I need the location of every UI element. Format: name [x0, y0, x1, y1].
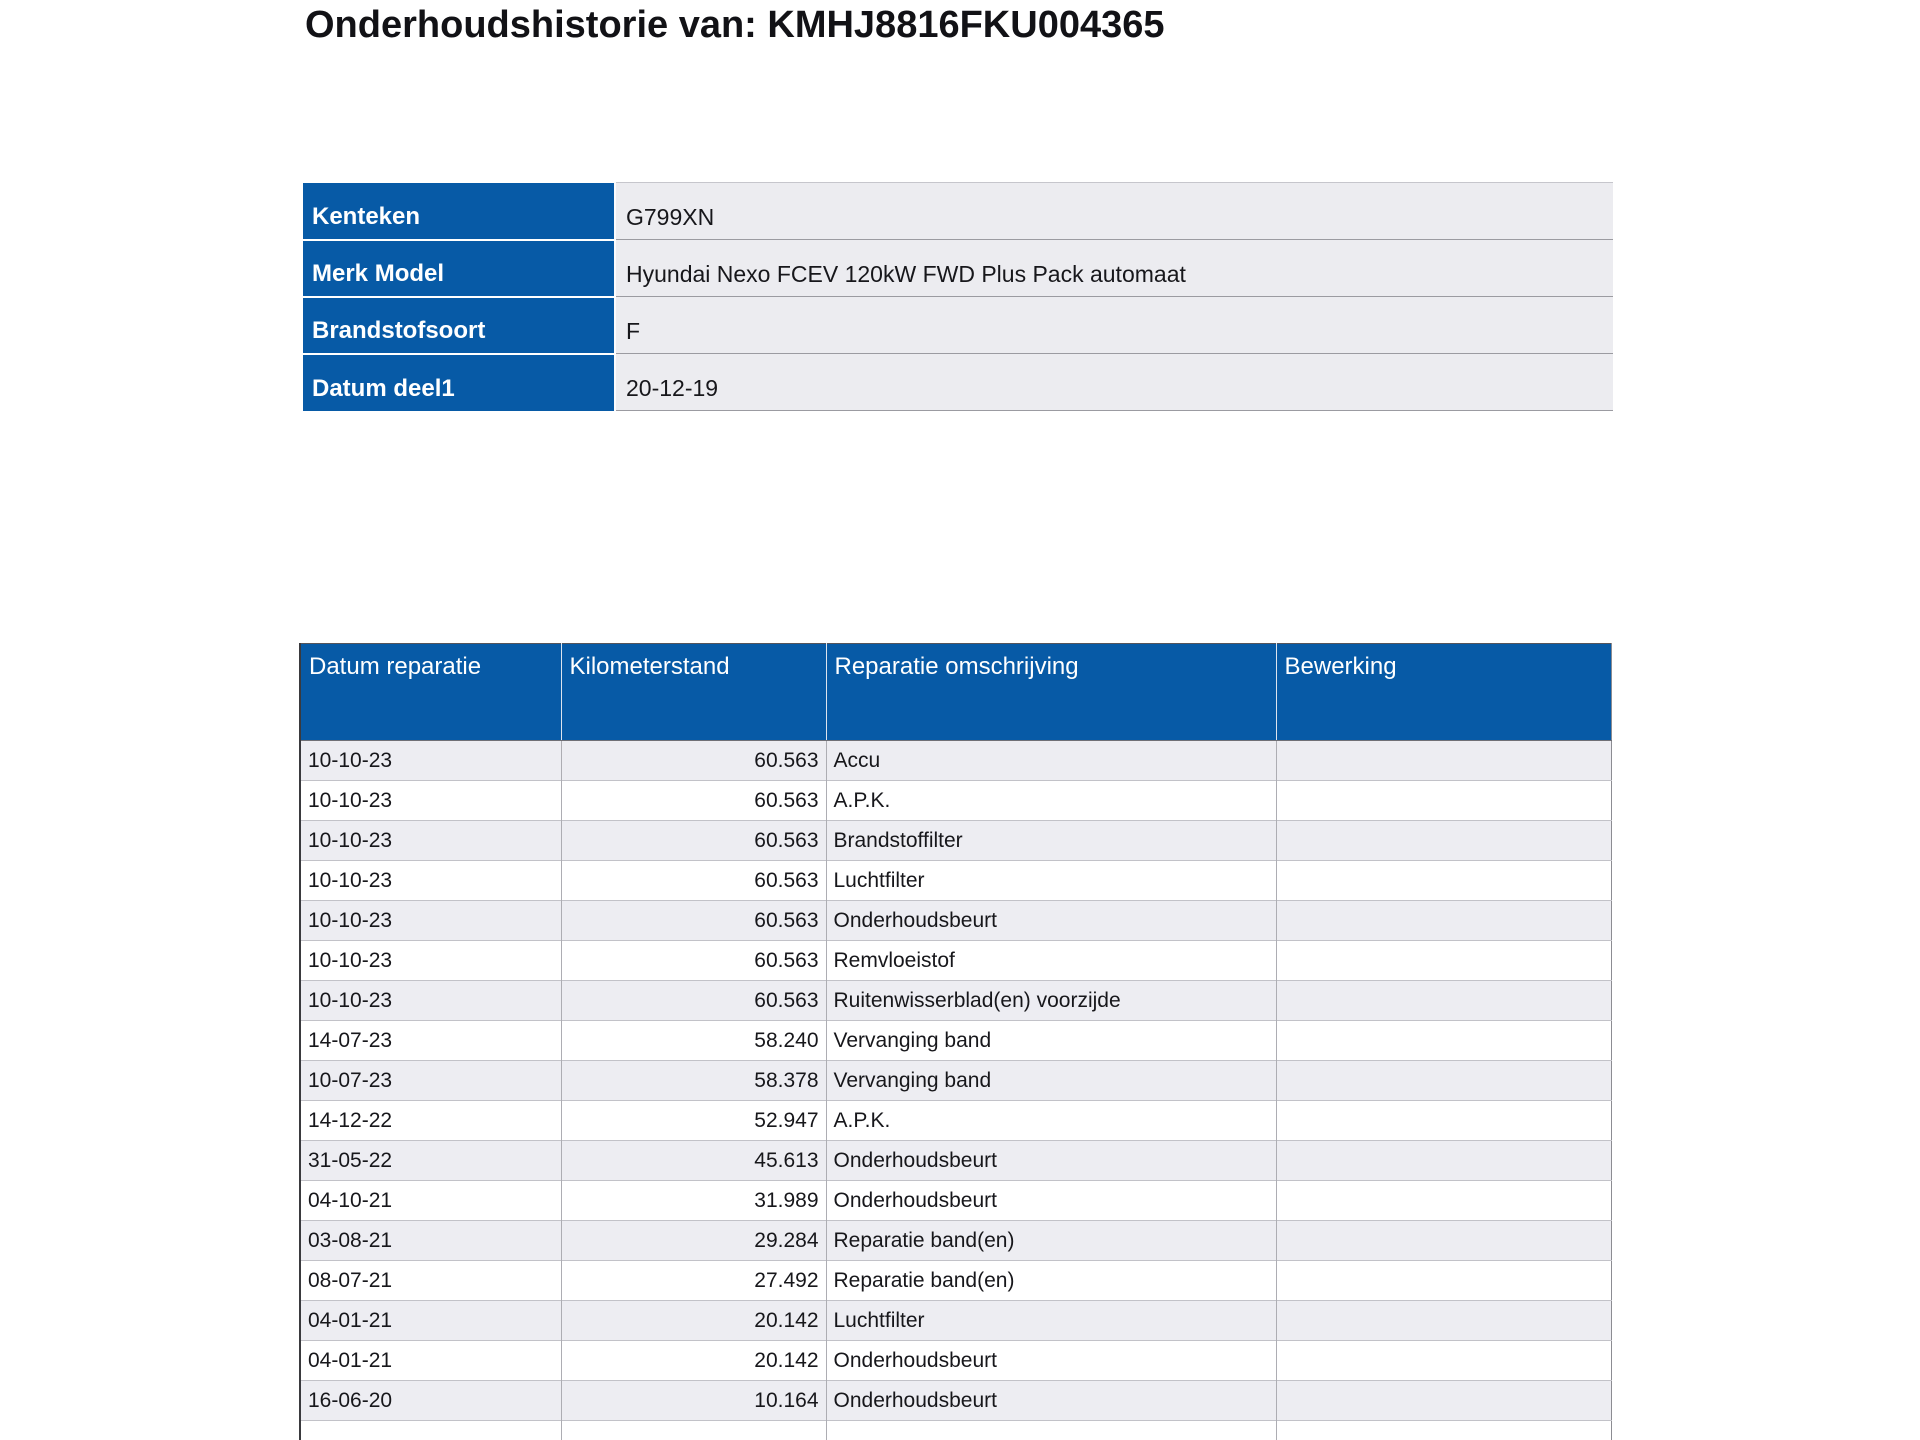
vehicle-info-body — [303, 183, 1613, 411]
vehicle-info-label: Kenteken — [303, 183, 615, 240]
history-cell-km: 58.378 — [561, 1061, 826, 1101]
table-row — [300, 1141, 1611, 1181]
history-cell-description: Onderhoudsbeurt — [826, 1141, 1276, 1181]
vehicle-info-value: Hyundai Nexo FCEV 120kW FWD Plus Pack automaat — [615, 240, 1613, 297]
history-cell-date: 14-12-22 — [300, 1101, 561, 1141]
history-cell-date: 10-10-23 — [300, 861, 561, 901]
history-cell-date: 10-10-23 — [300, 901, 561, 941]
history-cell-date: 08-07-21 — [300, 1261, 561, 1301]
table-row — [300, 1341, 1611, 1381]
history-cell-km: 60.563 — [561, 861, 826, 901]
history-cell-bewerking — [1276, 821, 1611, 861]
history-cell-description: Onderhoudsbeurt — [826, 1381, 1276, 1421]
history-cell-description: Remvloeistof — [826, 941, 1276, 981]
history-cell-km: 52.947 — [561, 1101, 826, 1141]
table-row — [300, 941, 1611, 981]
table-row — [300, 781, 1611, 821]
vehicle-info-label: Brandstofsoort — [303, 297, 615, 354]
history-cell-description: A.P.K. — [826, 781, 1276, 821]
history-cell-date: 31-05-22 — [300, 1141, 561, 1181]
history-cell-bewerking — [1276, 1021, 1611, 1061]
history-cell-bewerking — [1276, 1101, 1611, 1141]
history-header-description: Reparatie omschrijving — [826, 644, 1276, 741]
history-cell-bewerking — [1276, 1301, 1611, 1341]
vehicle-info-table — [303, 182, 1613, 411]
history-cell-km: 27.492 — [561, 1261, 826, 1301]
table-row — [300, 1061, 1611, 1101]
history-cell-description: Accu — [826, 741, 1276, 781]
history-cell-bewerking — [1276, 1061, 1611, 1101]
history-cell-km: 60.563 — [561, 901, 826, 941]
history-cell-km: 60.563 — [561, 741, 826, 781]
history-cell-date: 10-10-23 — [300, 821, 561, 861]
history-body — [300, 741, 1611, 1440]
table-row — [300, 1381, 1611, 1421]
history-cell-description: Reparatie band(en) — [826, 1221, 1276, 1261]
vehicle-info-label: Datum deel1 — [303, 354, 615, 411]
history-cell-description: Onderhoudsbeurt — [826, 1181, 1276, 1221]
history-cell-description: Luchtfilter — [826, 861, 1276, 901]
vehicle-info-value: F — [615, 297, 1613, 354]
history-cell-km: 20.142 — [561, 1341, 826, 1381]
history-cell-date: 03-08-21 — [300, 1221, 561, 1261]
table-row — [300, 861, 1611, 901]
history-cell-bewerking — [1276, 1261, 1611, 1301]
history-header-bewerking: Bewerking — [1276, 644, 1611, 741]
history-cell-date: 04-01-21 — [300, 1301, 561, 1341]
page-title: Onderhoudshistorie van: KMHJ8816FKU004365 — [305, 4, 1165, 46]
history-header-row — [300, 644, 1611, 741]
history-cell-bewerking — [1276, 1381, 1611, 1421]
history-cell-date: 10-10-23 — [300, 941, 561, 981]
history-cell-date: 10-10-23 — [300, 741, 561, 781]
table-row — [300, 1101, 1611, 1141]
history-cell-bewerking — [1276, 941, 1611, 981]
history-cell-bewerking — [1276, 901, 1611, 941]
vehicle-info-label: Merk Model — [303, 240, 615, 297]
history-cell-bewerking — [1276, 981, 1611, 1021]
history-cell-description: A.P.K. — [826, 1101, 1276, 1141]
table-row — [300, 741, 1611, 781]
vehicle-info-row — [303, 297, 1613, 354]
history-cell-date: 04-10-21 — [300, 1181, 561, 1221]
table-row — [300, 821, 1611, 861]
history-cell-description: Luchtfilter — [826, 1301, 1276, 1341]
history-cell-km: 60.563 — [561, 941, 826, 981]
history-cell-km: 60.563 — [561, 781, 826, 821]
history-cell-description: Reparatie band(en) — [826, 1261, 1276, 1301]
table-row — [300, 1261, 1611, 1301]
history-cell-date: 10-10-23 — [300, 981, 561, 1021]
history-cell-bewerking — [1276, 741, 1611, 781]
history-cell-bewerking — [1276, 1341, 1611, 1381]
history-cell-km: 45.613 — [561, 1141, 826, 1181]
table-row-partial — [300, 1421, 1611, 1440]
table-row — [300, 901, 1611, 941]
history-cell-km: 60.563 — [561, 981, 826, 1021]
history-cell-km: 10.164 — [561, 1381, 826, 1421]
history-cell-date: 04-01-21 — [300, 1341, 561, 1381]
vehicle-info-row — [303, 183, 1613, 240]
table-row — [300, 1021, 1611, 1061]
table-row — [300, 1221, 1611, 1261]
history-cell-km: 58.240 — [561, 1021, 826, 1061]
vehicle-info-value: G799XN — [615, 183, 1613, 240]
history-cell-description: Vervanging band — [826, 1061, 1276, 1101]
history-cell-date: 10-07-23 — [300, 1061, 561, 1101]
maintenance-history-table — [299, 643, 1612, 1440]
history-cell-description: Onderhoudsbeurt — [826, 901, 1276, 941]
history-cell-km: 60.563 — [561, 821, 826, 861]
history-cell-km: 29.284 — [561, 1221, 826, 1261]
history-cell-bewerking — [1276, 1141, 1611, 1181]
history-cell-description: Vervanging band — [826, 1021, 1276, 1061]
history-cell-description: Brandstoffilter — [826, 821, 1276, 861]
history-header-date: Datum reparatie — [300, 644, 561, 741]
history-cell-km: 20.142 — [561, 1301, 826, 1341]
history-cell-date: 14-07-23 — [300, 1021, 561, 1061]
history-cell-bewerking — [1276, 781, 1611, 821]
history-cell-date: 10-10-23 — [300, 781, 561, 821]
history-cell-description: Onderhoudsbeurt — [826, 1341, 1276, 1381]
history-cell-bewerking — [1276, 1221, 1611, 1261]
vehicle-info-row — [303, 240, 1613, 297]
history-cell-bewerking — [1276, 861, 1611, 901]
history-cell-km: 31.989 — [561, 1181, 826, 1221]
table-row — [300, 981, 1611, 1021]
vehicle-info-value: 20-12-19 — [615, 354, 1613, 411]
history-cell-description: Ruitenwisserblad(en) voorzijde — [826, 981, 1276, 1021]
table-row — [300, 1301, 1611, 1341]
table-row — [300, 1181, 1611, 1221]
history-cell-date: 16-06-20 — [300, 1381, 561, 1421]
history-header-km: Kilometerstand — [561, 644, 826, 741]
vehicle-info-row — [303, 354, 1613, 411]
history-cell-bewerking — [1276, 1181, 1611, 1221]
